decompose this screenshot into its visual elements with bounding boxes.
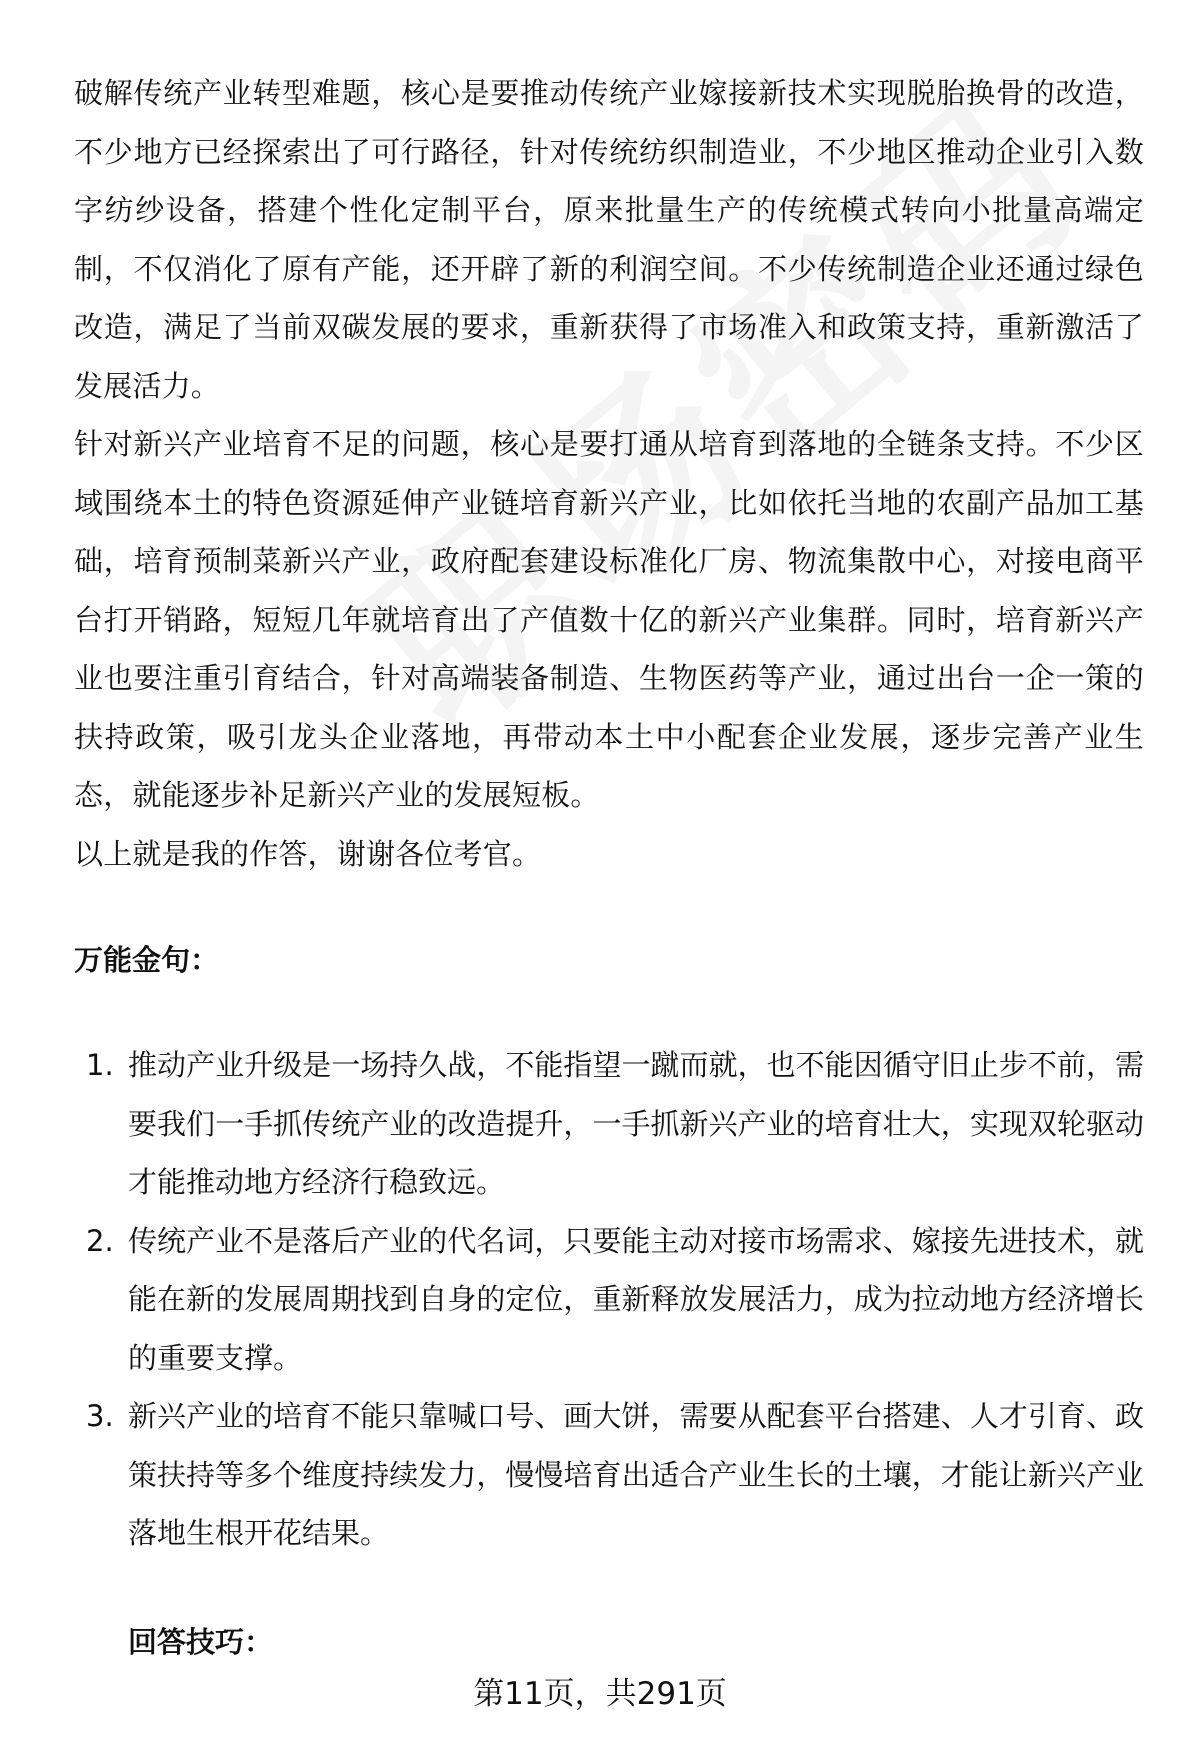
list-item [74,1036,1144,1212]
list-item-text: 推动产业升级是一场持久战，不能指望一蹴而就，也不能因循守旧止步不前，需要我们一手抓传统产业的改造提升，一手抓新兴产业的培育壮大，实现双轮驱动才能推动地方经济行稳致远。 [128,1048,1144,1199]
paragraph-traditional-industry: 破解传统产业转型难题，核心是要推动传统产业嫁接新技术实现脱胎换骨的改造，不少地方已经探索出了可行路径，针对传统纺织制造业，不少地区推动企业引入数字纺纱设备，搭建个性化定制平台，原来批量生产的传统模式转向小批量高端定制，不仅消化了原有产能，还开辟了新的利润空间。不少传统制造企业还通过绿色改造，满足了当前双碳发展的要求，重新获得了市场准入和政策支持，重新激活了发展活力。 [74,76,1144,403]
list-item-number: 1. [86,1048,114,1082]
paragraph-closing: 以上就是我的作答，谢谢各位考官。 [74,836,542,871]
golden-sentences-heading: 万能金句： [74,943,220,977]
paragraph-emerging-industry: 针对新兴产业培育不足的问题，核心是要打通从培育到落地的全链条支持。不少区域围绕本土的特色资源延伸产业链培育新兴产业，比如依托当地的农副产品加工基础，培育预制菜新兴产业，政府配套建设标准化厂房、物流集散中心，对接电商平台打开销路，短短几年就培育出了产值数十亿的新兴产业集群。同时，培育新兴产业也要注重引育结合，针对高端装备制造、生物医药等产业，通过出台一企一策的扶持政策，吸引龙头企业落地，再带动本土中小配套企业发展，逐步完善产业生态，就能逐步补足新兴产业的发展短板。 [74,427,1144,812]
answer-body [74,64,1144,883]
page-number-footer: 第11页，共291页 [473,1676,727,1712]
list-item-number: 2. [86,1223,114,1258]
list-item [74,1387,1144,1563]
list-item-text: 传统产业不是落后产业的代名词，只要能主动对接市场需求、嫁接先进技术，就能在新的发展周期找到自身的定位，重新释放发展活力，成为拉动地方经济增长的重要支撑。 [128,1223,1144,1375]
answer-tips-heading: 回答技巧： [128,1625,274,1659]
golden-sentences-list [74,1036,1144,1563]
list-item-number: 3. [86,1399,114,1433]
list-item-text: 新兴产业的培育不能只靠喊口号、画大饼，需要从配套平台搭建、人才引育、政策扶持等多个维度持续发力，慢慢培育出适合产业生长的土壤，才能让新兴产业落地生根开花结果。 [128,1399,1144,1550]
list-item [74,1212,1144,1388]
